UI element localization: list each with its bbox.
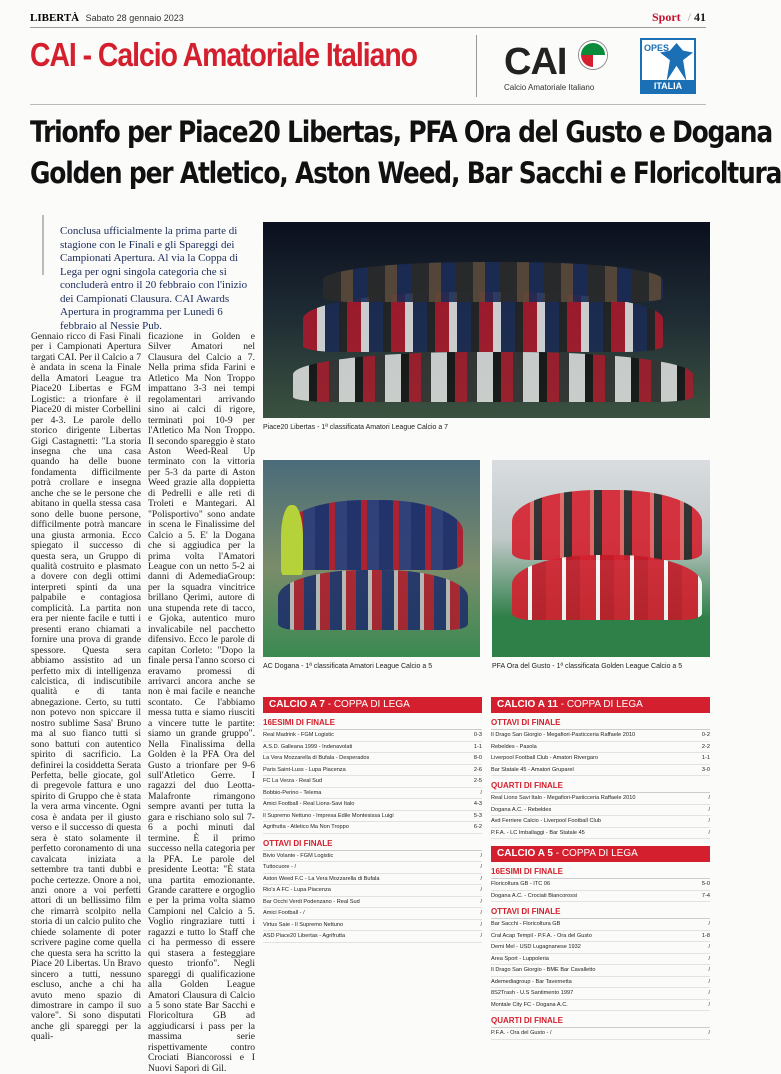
intro-summary: Conclusa ufficialmente la prima parte di stagione con le Finali e gli Spareggi dei Campionati Apertura. Al via la Coppa di Lega per ogni singola categoria che si concluderà entro il 20 febbraio con l'inizio dei Campionati Clausura. CAI Awards Apertura in programma per Lunedì 6 febbraio al Nessie Pub.	[60, 225, 248, 332]
match-score: 4-3	[473, 801, 482, 807]
match-score: 2-6	[473, 766, 482, 773]
match-teams: Dogana A.C. - Rebeldes	[491, 806, 552, 813]
table-row	[491, 805, 710, 817]
match-score: /	[708, 921, 710, 927]
match-score: /	[708, 806, 710, 813]
match-teams: Area Sport - Luppoleria	[491, 955, 549, 962]
issue-date: Sabato 28 gennaio 2023	[85, 13, 184, 23]
match-score: /	[708, 829, 710, 836]
match-teams: Bar Sacchi - Floricoltura GB	[491, 921, 561, 927]
table-row	[263, 920, 482, 932]
match-score: /	[708, 1001, 710, 1008]
match-teams: Rio's A FC - Lupa Piacenza	[263, 887, 331, 893]
table-row	[263, 908, 482, 920]
match-teams: Ademediagroup - Bar Tavernetta	[491, 978, 572, 985]
table-row	[263, 776, 482, 788]
match-score: /	[708, 967, 710, 973]
paper-name: LIBERTÀ	[30, 12, 80, 24]
opes-logo-text: OPES	[644, 43, 670, 53]
match-teams: Demi Mel - USD Lugagnanese 1932	[491, 944, 581, 950]
table-row	[263, 931, 482, 943]
round-title: QUARTI DI FINALE	[491, 781, 710, 793]
round-title: OTTAVI DI FINALE	[491, 718, 710, 730]
table-row	[491, 828, 710, 840]
table-row	[491, 954, 710, 966]
section-label: Sport / 41	[651, 10, 706, 24]
table-calcio-a-5	[491, 846, 710, 1040]
match-score: /	[480, 864, 482, 870]
match-teams: Liverpool Football Club - Amatori Rivergaro	[491, 755, 598, 761]
match-score: /	[480, 921, 482, 928]
match-teams: Rebeldes - Pasola	[491, 743, 537, 750]
match-teams: Real Madrink - FGM Logistic	[263, 732, 334, 738]
match-score: /	[480, 898, 482, 905]
table-row	[491, 919, 710, 931]
opes-logo-italia: ITALIA	[642, 80, 694, 92]
match-teams: Real Lions Savi Italo - Megafiori-Pasticceria Raffaele 2010	[491, 795, 636, 801]
table-row	[491, 965, 710, 977]
masthead	[30, 12, 184, 24]
match-teams: Aston Weed F.C - La Vera Mozzarella di Bufala	[263, 875, 380, 882]
match-score: /	[708, 978, 710, 985]
match-teams: Avd Ferriere Calcio - Liverpool Football Club	[491, 818, 601, 824]
table-row	[491, 1028, 710, 1040]
match-score: /	[708, 818, 710, 824]
table-row	[263, 730, 482, 742]
table-row	[263, 788, 482, 800]
match-score: 8-0	[473, 755, 482, 761]
cai-logo	[500, 37, 610, 95]
round-title: OTTAVI DI FINALE	[263, 839, 482, 851]
match-score: 3-0	[701, 766, 710, 773]
match-teams: Dogana A.C. - Crociati Biancorossi	[491, 892, 578, 899]
match-teams: Bar Statale 45 - Amatori Gruparel	[491, 766, 574, 773]
match-teams: P.F.A. - LC Imballaggi - Bar Statale 45	[491, 829, 585, 836]
match-score: 2-2	[701, 743, 710, 750]
divider	[476, 35, 477, 97]
match-teams: Cral Acap Tempil - P.F.A. - Ora del Gusto	[491, 932, 592, 939]
cai-logo-word: CAI	[504, 41, 567, 83]
match-teams: FC La Verza - Real Sud	[263, 778, 323, 784]
match-score: 5-0	[701, 881, 710, 887]
match-teams: La Vera Mozzarella di Bufala - Desperados	[263, 755, 370, 761]
match-teams: Floricoltura GB - ITC 06	[491, 881, 551, 887]
table-row	[491, 931, 710, 943]
match-score: /	[480, 852, 482, 859]
team-photo-piace20	[263, 222, 710, 418]
football-icon	[579, 41, 607, 69]
table-row	[263, 851, 482, 863]
table-row	[263, 822, 482, 834]
match-teams: Il Drago San Giorgio - BME Bar Cavalletto	[491, 967, 596, 973]
table-row	[263, 897, 482, 909]
table-body	[491, 867, 710, 1040]
table-row	[263, 753, 482, 765]
table-row	[491, 765, 710, 777]
table-header: CALCIO A 7 - COPPA DI LEGA	[263, 697, 482, 713]
table-row	[491, 1000, 710, 1012]
round-title: 16ESIMI DI FINALE	[491, 867, 710, 879]
match-teams: Virtus Saie - Il Supremo Nettuno	[263, 921, 344, 928]
photo-caption: AC Dogana - 1ª classificata Amatori League Calcio a 5	[263, 663, 433, 670]
table-row	[491, 891, 710, 903]
match-score: 7-4	[701, 892, 710, 899]
match-teams: Tuttocuore - /	[263, 864, 297, 870]
match-teams: Bivio Volante - FGM Logistic	[263, 852, 334, 859]
match-score: /	[708, 944, 710, 950]
match-score: 5-3	[473, 812, 482, 819]
table-row	[491, 977, 710, 989]
match-score: /	[480, 933, 482, 939]
opes-logo	[640, 38, 696, 94]
match-teams: Il Drago San Giorgio - Megafiori-Pasticceria Raffaele 2010	[491, 732, 636, 738]
match-score: 1-1	[473, 743, 482, 750]
match-teams: Amici Football - Real Lions-Savi Italo	[263, 801, 355, 807]
table-header: CALCIO A 5 - COPPA DI LEGA	[491, 846, 710, 862]
table-calcio-a-7	[263, 697, 482, 943]
match-teams: Bobbio-Perino - Telema	[263, 789, 322, 796]
match-teams: ASD Piace20 Libertas - Agrifrutta	[263, 933, 346, 939]
match-score: 1-1	[701, 755, 710, 761]
table-row	[491, 942, 710, 954]
headline-line-2: Golden per Atletico, Aston Weed, Bar Sacchi e Floricoltura	[30, 156, 781, 190]
section-name: Sport	[651, 10, 681, 24]
match-score: /	[708, 990, 710, 996]
match-teams: P.F.A. - Ora del Gusto - /	[491, 1030, 552, 1036]
photo-caption: PFA Ora del Gusto - 1ª classificata Golden League Calcio a 5	[492, 663, 683, 670]
table-row	[491, 753, 710, 765]
match-score: /	[708, 955, 710, 962]
table-row	[263, 765, 482, 777]
divider	[30, 104, 706, 105]
match-score: /	[480, 789, 482, 796]
table-calcio-a-11	[491, 697, 710, 839]
divider	[30, 27, 706, 28]
quote-mark-icon	[42, 215, 48, 275]
match-score: 2-5	[473, 778, 482, 784]
article-column-2: ficazione in Golden e Silver Amatori nel Clausura del Calcio a 7. Nella prima sfida Farini e Atletico Ma Non Troppo impattano 3-3 nei tempi regolamentari arrivando sino ai calci di rigore, terminati poi 10-9 per l'Atletico Ma Non Troppo. Il secondo spareggio è stato Aston Weed-Real Up terminato con la vittoria per 5-3 da parte di Aston Weed grazie alla doppietta di Pedrelli e alle reti di Troleti e Mantegari. Al "Polisportivo" sono andate in scena le Finalissime del Calcio a 5. E' la Dogana che si aggiudica per la prima volta l'Amatori League con un netto 5-2 ai danni di AdemediaGroup: per la squadra vincitrice brillano Qerimi, autore di una stupenda rete di tacco, e Gjoka, autentico muro invalicabile nel pacchetto difensivo. Ecco le parole di capitan Corleto: "Dopo la finale persa l'anno scorso ci eravamo promessi di arrivarci ancora anche se non è mai facile e neanche scontato. Ce l'abbiamo messa tutta e siamo riusciti a vincere tutte le partite: siamo un grande gruppo". Nella Finalissima della Golden è la PFA Ora del Gusto a trionfare per 9-6 sull'Atletico Gerre. I ragazzi del duo Leotta-Malafronte rimangono sempre avanti per tutta la gara e rischiano solo sul 7-6 a pochi minuti dal termine. È il primo successo nella categoria per la PFA. Le parole del presidente Leotta: "È stata una partita emozionante. Grande carattere e orgoglio e per la prima volta siamo Campioni nel Calcio a 5. Voglio ringraziare tutti i ragazzi e tutto lo Staff che ci ha permesso di essere qui stasera a festeggiare questo trionfo". Negli spareggi di qualificazione alla Golden League Amatori Clausura di Calcio a 5 sono state Bar Sacchi e Floricoltura GB ad aggiudicarsi i pass per la massima serie rispettivamente contro Crociati Biancorossi e I Nuovi Sapori di Gil.	[148, 331, 255, 1074]
table-row	[263, 874, 482, 886]
article-column-1: Gennaio ricco di Fasi Finali per i Campionati Apertura targati CAI. Per il Calcio a 7 è andata in scena la Finale della Amatori League tra Piace20 Libertas e FGM Logistic: a trionfare è il Piace20 di mister Corbellini per 4-3. Le parole dello storico dirigente Libertas Gigi Castagnetti: "La storia insegna che una casa quando ha delle buone fondamenta difficilmente potrà crollare e insegna anche che se le persone che abitano in quella stessa casa sono delle buone persone, difficilmente potrà mancare una giusta armonia. Ecco spiegato il successo di questa sera, un Gruppo di qualità costruito e plasmato a dovere con degli ottimi interpreti spinti da una palpabile e contagiosa complicità. La partita non era per niente facile e tutti i presenti erano chiamati a fornire una prova di grande spessore. Questa sera abbiamo assistito ad un perfetto mix di intelligenza calcistica, di indiscutibile qualità e di tanta abnegazione. Certo, su tutti non potevo non spiccare il nostro sublime Sasa' Bruno ma al suo fianco tutti si sono battuti con autentico spirito di sacrificio. La definirei la cosiddetta Serata Perfetta, belle giocate, gol di pregevole fattura e uno spirito di Gruppo che è stata la vera arma vincente. Ogni cosa è andata per il giusto verso e il successo di questa sera è stato solamente il perfetto coronamento di una cavalcata iniziata a settembre tra tanti dubbi e poche certezze. Onore a noi, anzi onore a voi perfetti attori di un bellissimo film che rimarrà scolpito nella storia di un calcio pulito che chiede solamente di poter scrivere pagine come quella che questa sera ha scritto la Piace 20 Libertas. Un Bravo sincero a tutti, nessuno escluso, anche a chi ha avuto meno spazio di dimostrare in campo il suo valore". Si sono disputati anche gli spareggi per la quali-	[31, 331, 141, 1043]
match-teams: Bar Occhi Verdi Podenzano - Real Sud	[263, 898, 360, 905]
match-teams: A.S.D. Galleana 1999 - Indenavolati	[263, 743, 353, 750]
match-score: /	[480, 910, 482, 916]
table-row	[263, 862, 482, 874]
match-teams: Montale City FC - Dogana A.C.	[491, 1001, 568, 1008]
table-header: CALCIO A 11 - COPPA DI LEGA	[491, 697, 710, 713]
table-row	[491, 730, 710, 742]
round-title: OTTAVI DI FINALE	[491, 907, 710, 919]
table-row	[491, 816, 710, 828]
table-row	[491, 742, 710, 754]
match-teams: Amici Football - /	[263, 910, 305, 916]
table-row	[263, 742, 482, 754]
match-teams: 8S2Trash - U.S Santimento 1997	[491, 990, 574, 996]
table-row	[491, 988, 710, 1000]
headline-line-1: Trionfo per Piace20 Libertas, PFA Ora del Gusto e Dogana	[30, 115, 772, 149]
table-row	[263, 811, 482, 823]
match-score: 1-8	[701, 932, 710, 939]
match-score: 0-3	[473, 732, 482, 738]
photo-caption: Piace20 Libertas - 1ª classificata Amatori League Calcio a 7	[263, 424, 449, 431]
table-row	[491, 793, 710, 805]
team-photo-dogana	[263, 460, 480, 657]
table-row	[491, 879, 710, 891]
match-teams: Paris Saint-Luss - Lupa Piacenza	[263, 766, 346, 773]
match-score: 0-2	[701, 732, 710, 738]
table-body	[491, 718, 710, 839]
team-photo-pfa	[492, 460, 710, 657]
match-score: 6-2	[473, 824, 482, 830]
match-teams: Il Supremo Nettuno - Impresa Edile Montesissa Luigi	[263, 812, 394, 819]
table-row	[263, 799, 482, 811]
match-teams: Agrifrutta - Atletico Ma Non Troppo	[263, 824, 349, 830]
round-title: 16ESIMI DI FINALE	[263, 718, 482, 730]
page-number: 41	[694, 10, 706, 24]
match-score: /	[480, 887, 482, 893]
match-score: /	[708, 795, 710, 801]
match-score: /	[480, 875, 482, 882]
cai-logo-subtitle: Calcio Amatoriale Italiano	[504, 83, 595, 92]
table-body	[263, 718, 482, 943]
banner-title: CAI - Calcio Amatoriale Italiano	[30, 36, 417, 73]
round-title: QUARTI DI FINALE	[491, 1016, 710, 1028]
match-score: /	[708, 1030, 710, 1036]
table-row	[263, 885, 482, 897]
